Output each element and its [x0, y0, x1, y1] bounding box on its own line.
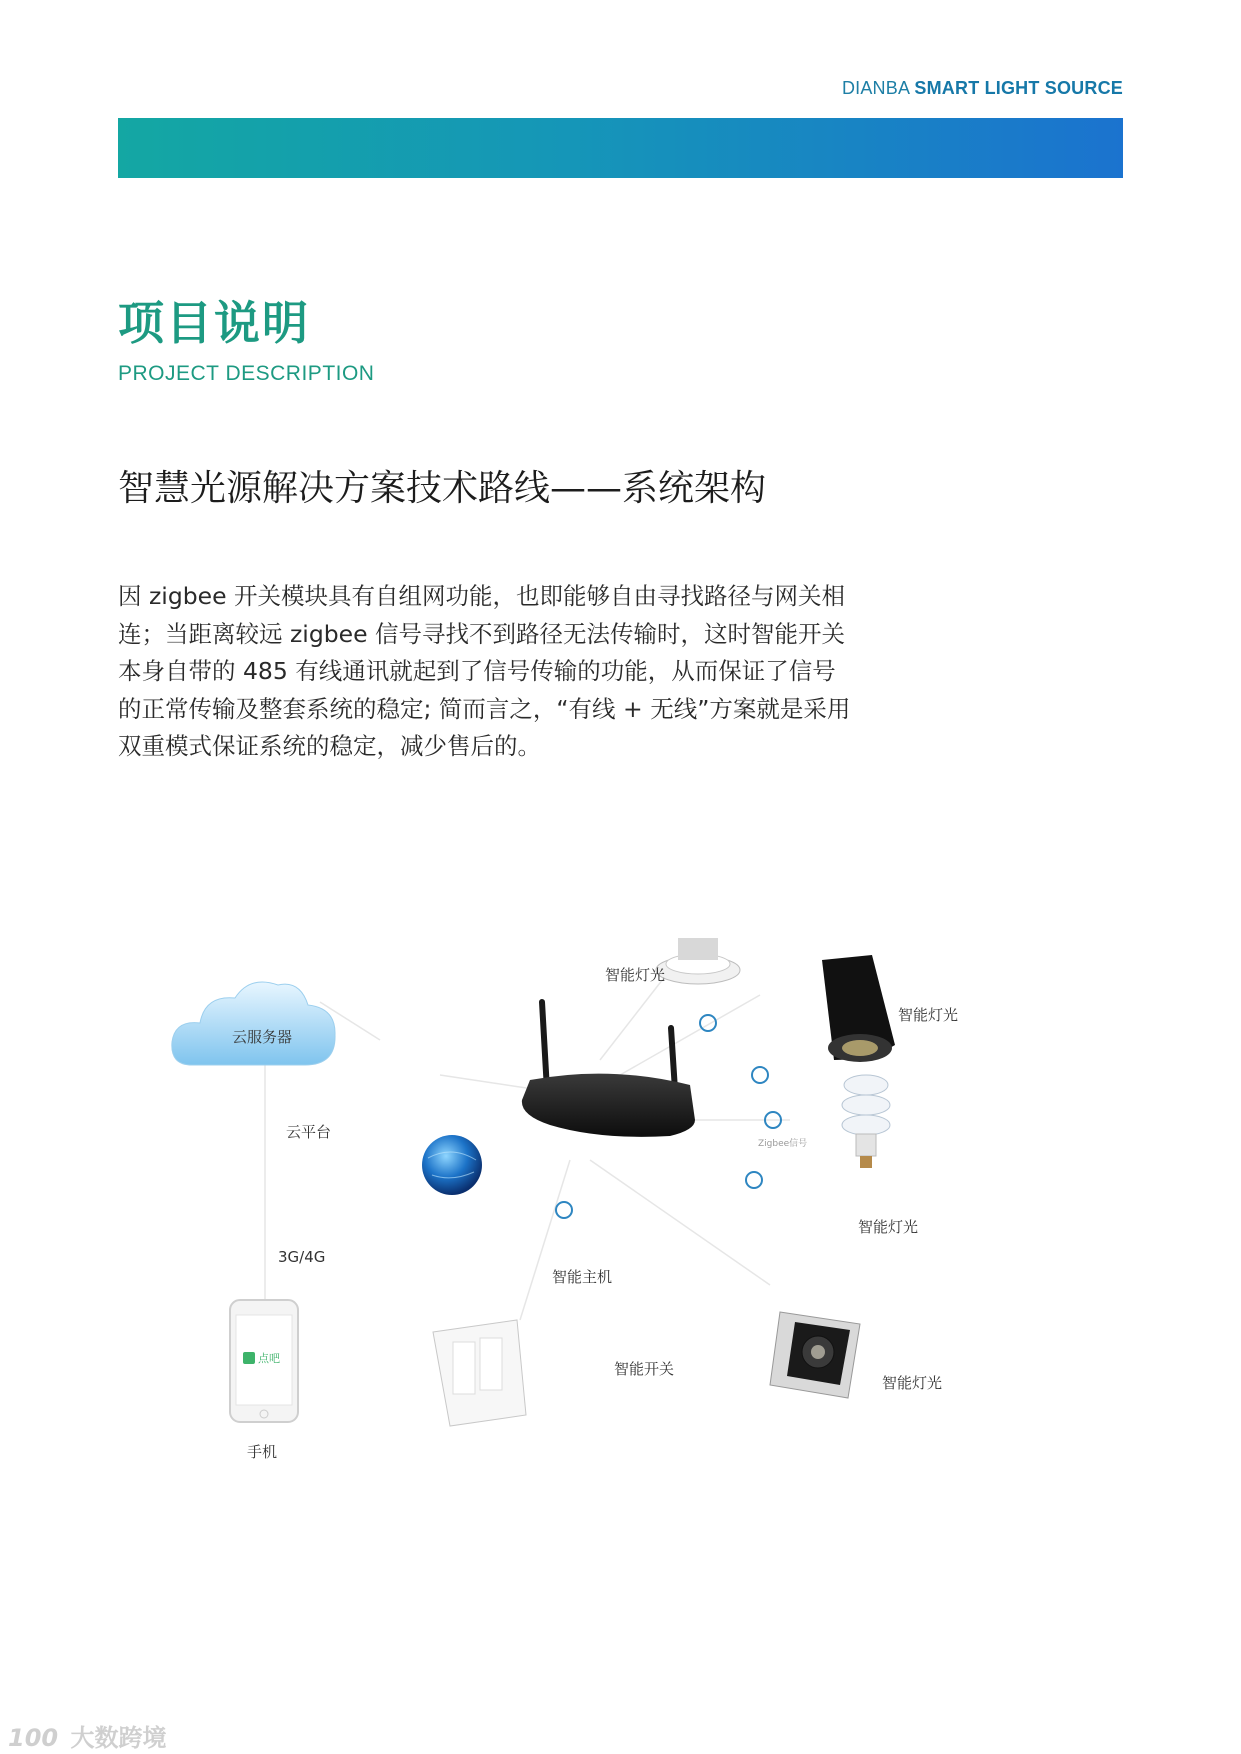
watermark-logo: 100 [8, 1724, 59, 1752]
smart-light-label-4: 智能灯光 [882, 1374, 943, 1392]
spiral-bulb-icon [842, 1075, 890, 1168]
brand-emphasis: SMART LIGHT SOURCE [914, 78, 1123, 98]
globe-icon [422, 1135, 482, 1195]
section-title-en: PROJECT DESCRIPTION [118, 362, 375, 385]
cloud-server-label: 云服务器 [232, 1028, 293, 1046]
network-label: 3G/4G [278, 1248, 326, 1266]
connection-lines [265, 970, 790, 1320]
smart-light-label-1: 智能灯光 [605, 966, 666, 984]
smart-switch-icon [433, 1320, 526, 1426]
smart-host-router-icon [522, 1002, 695, 1137]
content-subtitle: 智慧光源解决方案技术路线——系统架构 [118, 468, 767, 509]
system-architecture-diagram [150, 920, 1010, 1510]
phone-label: 手机 [247, 1443, 278, 1461]
brand-header [842, 78, 1123, 99]
zigbee-signal-label: Zigbee信号 [758, 1139, 808, 1149]
section-title-cn: 项目说明 [118, 296, 310, 350]
cloud-server-icon [172, 982, 335, 1065]
phone-app-label: 点吧 [258, 1352, 280, 1365]
downlight-icon [656, 938, 740, 984]
cylinder-spotlight-icon [822, 955, 895, 1062]
square-spotlight-icon [770, 1312, 860, 1398]
smart-switch-label: 智能开关 [614, 1360, 675, 1378]
header-band [118, 118, 1123, 178]
content-paragraph: 因 zigbee 开关模块具有自组网功能，也即能够自由寻找路径与网关相连；当距离较远 zigbee 信号寻找不到路径无法传输时，这时智能开关本身自带的 485 有线通讯就起到了信号传输的功能，从而保证了信号的正常传输及整套系统的稳定; 简而言之，“有线 + 无线”方案就是采用双重模式保证系统的稳定，减少售后的。 [118, 582, 851, 760]
watermark-text: 大数跨境 [70, 1724, 167, 1752]
smart-light-label-3: 智能灯光 [858, 1218, 919, 1236]
watermark [8, 1718, 166, 1753]
cloud-platform-label: 云平台 [286, 1123, 332, 1141]
brand-prefix: DIANBA [841, 78, 910, 98]
smart-host-label: 智能主机 [552, 1268, 613, 1286]
smart-light-label-2: 智能灯光 [898, 1006, 959, 1024]
